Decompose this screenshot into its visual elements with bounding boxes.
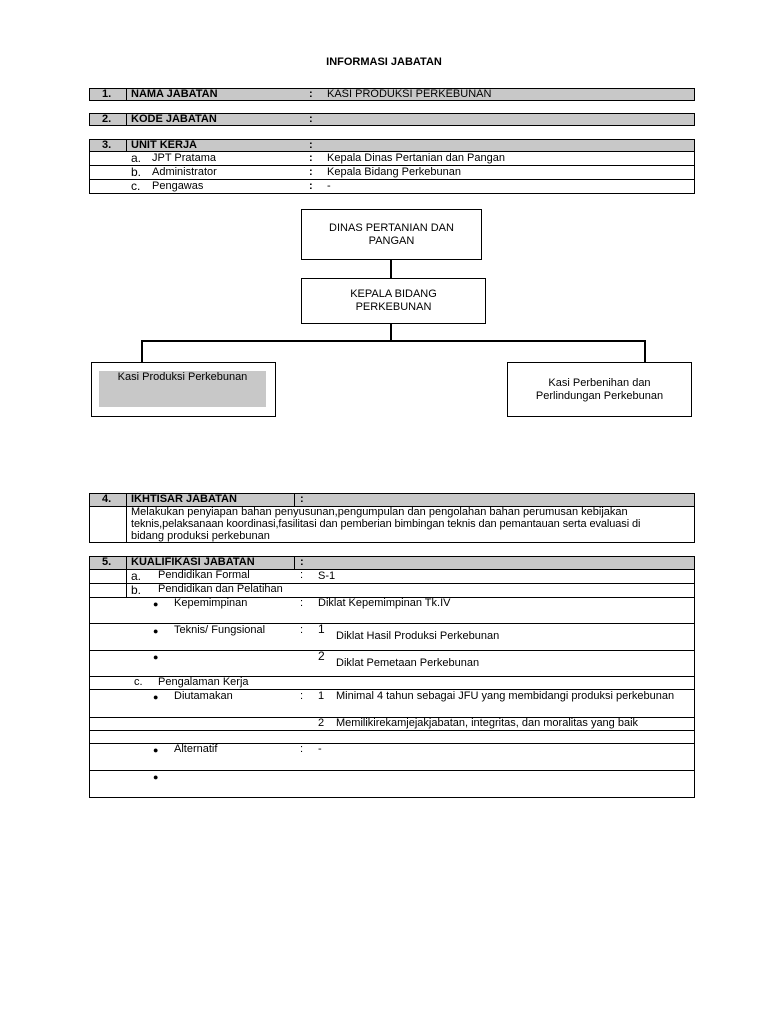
page-title: INFORMASI JABATAN <box>326 56 442 68</box>
section-5-colon: : <box>300 556 304 568</box>
section-2-number: 2. <box>102 113 112 125</box>
unit-row-b-colon: : <box>309 166 313 178</box>
section-3-number: 3. <box>102 139 112 151</box>
org-kabid-line1: KEPALA BIDANG <box>350 288 437 300</box>
divider <box>126 113 127 126</box>
bullet-icon: ● <box>153 745 159 755</box>
divider <box>89 650 695 651</box>
teknis-value-2: Diklat Pemetaan Perkebunan <box>336 657 480 669</box>
summary-line-1: Melakukan penyiapan bahan penyusunan,pengumpulan dan pengolahan bahan perumusan kebijakan <box>131 506 628 518</box>
org-connector <box>390 324 392 341</box>
bullet-icon: ● <box>153 692 159 702</box>
section-1-label: NAMA JABATAN <box>131 88 218 100</box>
qual-a-colon: : <box>300 569 304 581</box>
org-box-kasi-perbenihan <box>507 362 692 417</box>
org-dinas-line2: PANGAN <box>368 234 415 247</box>
kepemimpinan-value: Diklat Kepemimpinan Tk.IV <box>318 597 451 609</box>
job-name-value: KASI PRODUKSI PERKEBUNAN <box>327 88 492 100</box>
qual-a-label: Pendidikan Formal <box>158 569 250 581</box>
unit-row-c-value: - <box>327 180 331 192</box>
diutamakan-label: Diutamakan <box>174 690 233 702</box>
section-4-number: 4. <box>102 493 112 505</box>
section-5-label: KUALIFIKASI JABATAN <box>131 556 255 568</box>
divider <box>294 493 295 506</box>
section-4-label: IKHTISAR JABATAN <box>131 493 237 505</box>
unit-row-c-letter: c. <box>131 179 141 193</box>
diutamakan-value-2: Memilikirekamjejakjabatan, integritas, dan moralitas yang baik <box>336 717 639 729</box>
unit-row-a-label: JPT Pratama <box>152 152 216 164</box>
org-connector <box>390 260 392 278</box>
org-kasi-produksi-label: Kasi Produksi Perkebunan <box>117 371 248 383</box>
section-1-colon: : <box>309 88 313 100</box>
unit-row-b-value: Kepala Bidang Perkebunan <box>327 166 461 178</box>
teknis-colon: : <box>300 624 304 636</box>
qual-c-label: Pengalaman Kerja <box>158 676 249 688</box>
section-2-label: KODE JABATAN <box>131 113 217 125</box>
divider <box>89 770 695 771</box>
divider <box>89 730 695 731</box>
org-kasi-perbenihan-line2: Perlindungan Perkebunan <box>535 389 664 402</box>
qual-a-letter: a. <box>131 569 142 583</box>
bullet-icon: ● <box>153 599 159 609</box>
divider <box>126 88 127 101</box>
teknis-value-1: Diklat Hasil Produksi Perkebunan <box>336 630 500 642</box>
unit-row-a-colon: : <box>309 152 313 164</box>
qual-b-label: Pendidikan dan Pelatihan <box>158 583 283 595</box>
unit-row-b-letter: b. <box>131 165 142 179</box>
section-3-colon: : <box>309 139 313 151</box>
org-connector <box>141 340 143 362</box>
alternatif-label: Alternatif <box>174 743 218 755</box>
summary-line-3: bidang produksi perkebunan <box>131 530 270 542</box>
teknis-number-1: 1 <box>318 622 325 636</box>
section-4-colon: : <box>300 493 304 505</box>
org-connector <box>644 340 646 362</box>
org-kasi-perbenihan-line1: Kasi Perbenihan dan <box>548 376 651 389</box>
teknis-label: Teknis/ Fungsional <box>174 624 266 636</box>
qual-c-letter: c. <box>134 676 143 688</box>
section-5-number: 5. <box>102 556 112 568</box>
unit-row-c-colon: : <box>309 180 313 192</box>
divider <box>126 493 127 543</box>
unit-row-b-label: Administrator <box>152 166 217 178</box>
qual-b-letter: b. <box>131 583 142 597</box>
org-dinas-line1: DINAS PERTANIAN DAN <box>329 221 454 234</box>
bullet-icon: ● <box>153 652 159 662</box>
diutamakan-number-2: 2 <box>318 717 325 729</box>
kepemimpinan-label: Kepemimpinan <box>174 597 248 609</box>
section-3-label: UNIT KERJA <box>131 139 198 151</box>
kepemimpinan-colon: : <box>300 597 304 609</box>
divider <box>294 556 295 569</box>
summary-line-2: teknis,pelaksanaan koordinasi,fasilitasi dan pemberian bimbingan teknis dan pemantauan serta evaluasi di <box>131 518 641 530</box>
org-box-dinas <box>301 209 482 260</box>
unit-row-c-label: Pengawas <box>152 180 204 192</box>
diutamakan-number-1: 1 <box>318 690 325 702</box>
divider <box>126 556 127 597</box>
diutamakan-colon: : <box>300 690 304 702</box>
bullet-icon: ● <box>153 626 159 636</box>
teknis-number-2: 2 <box>318 649 325 663</box>
org-connector-horizontal <box>141 340 646 342</box>
diutamakan-value-1: Minimal 4 tahun sebagai JFU yang membidangi produksi perkebunan <box>336 690 675 702</box>
alternatif-value: - <box>318 743 322 755</box>
section-1-number: 1. <box>102 88 112 100</box>
org-kabid-line2: PERKEBUNAN <box>355 301 432 313</box>
org-box-kepala-bidang <box>301 278 486 324</box>
section-2-colon: : <box>309 113 313 125</box>
unit-row-a-value: Kepala Dinas Pertanian dan Pangan <box>327 152 505 164</box>
alternatif-colon: : <box>300 743 304 755</box>
qual-a-value: S-1 <box>318 570 336 582</box>
bullet-icon: ● <box>153 772 159 782</box>
unit-row-a-letter: a. <box>131 151 142 165</box>
